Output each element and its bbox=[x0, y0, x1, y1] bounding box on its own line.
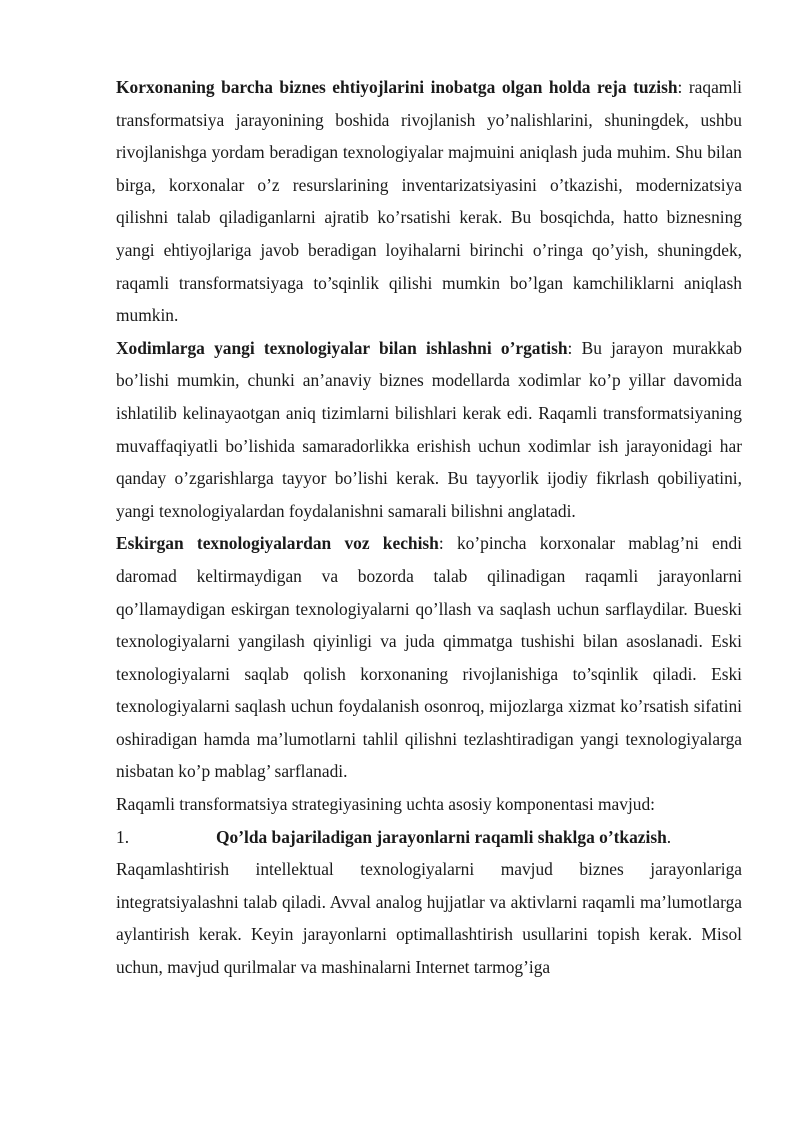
paragraph-heading: Korxonaning barcha biznes ehtiyojlarini inobatga olgan holda reja tuzish bbox=[116, 77, 678, 97]
item-heading-end: . bbox=[666, 826, 672, 847]
intro-line: Raqamli transformatsiya strategiyasining uchta asosiy komponentasi mavjud: bbox=[116, 794, 655, 815]
paragraph-body: Bu jarayon murakkab bo’lishi mumkin, chunki an’anaviy biznes modellarda xodimlar ko’p yillar davomida ishlatilib kelinayaotgan aniq tizimlarni bilishlari kerak edi. Raqamli transformatsiyaning muvaffaqiyatli bo’lishida samaradorlikka erishish uchun xodimlar ish jarayonidagi har qanday o’zgarishlarga tayyor bo’lishi kerak. Bu tayyorlik ijodiy fikrlash qobiliyatini, yangi texnologiyalardan foydalanishni samarali bilishni anglatadi. bbox=[116, 337, 742, 521]
paragraph-body: ko’pincha korxonalar mablag’ni endi daromad keltirmaydigan va bozorda talab qilinadigan raqamli jarayonlarni qo’llamaydigan eskirgan texnologiyalarni qo’llash va saqlash uchun sarflaydilar. Bueski texnologiyalarni yangilash qiyinligi va juda qimmatga tushishi bilan asoslanadi. Eski texnologiyalarni saqlab qolish korxonaning rivojlanishiga to’sqinlik qiladi. Eski texnologiyalarni saqlash uchun foydalanish osonroq, mijozlarga xizmat ko’rsatish sifatini oshiradigan hamda ma’lumotlarni tahlil qilishni tezlashtiradigan yangi texnologiyalarga nisbatan ko’p mablag’ sarflanadi. bbox=[116, 533, 742, 782]
item-heading: Qo’lda bajariladigan jarayonlarni raqamli shaklga o’tkazish bbox=[216, 826, 667, 847]
paragraph-heading: Xodimlarga yangi texnologiyalar bilan ishlashni o’rgatish bbox=[116, 337, 568, 358]
paragraph-training bbox=[116, 332, 742, 528]
numbered-item bbox=[116, 821, 742, 854]
paragraph-heading: Eskirgan texnologiyalardan voz kechish bbox=[116, 533, 439, 554]
item-heading-line bbox=[216, 821, 742, 854]
heading-separator: : bbox=[567, 337, 582, 358]
paragraph-planning bbox=[116, 71, 742, 332]
document-page bbox=[116, 71, 742, 984]
item-number: 1. bbox=[116, 826, 130, 847]
item-body: Raqamlashtirish intellektual texnologiyalarni mavjud biznes jarayonlariga integratsiyalashni talab qiladi. Avval analog hujjatlar va aktivlarni raqamli ma’lumotlarga aylantirish kerak. Keyin jarayonlarni optimallashtirish usullarini topish kerak. Misol uchun, mavjud qurilmalar va mashinalarni Internet tarmog’iga bbox=[116, 859, 742, 978]
heading-separator: : bbox=[677, 77, 689, 97]
heading-separator: : bbox=[438, 533, 457, 554]
paragraph-legacy-tech bbox=[116, 527, 742, 788]
paragraph-body: raqamli transformatsiya jarayonining boshida rivojlanish yo’nalishlarini, shuningdek, ushbu rivojlanishga yordam beradigan texnologiyalar majmuini aniqlash juda muhim. Shu bilan birga, korxonalar o’z resurslarining inventarizatsiyasini o’tkazishi, modernizatsiya qilishni talab qiladiganlarni ajratib ko’rsatishi kerak. Bu bosqichda, hatto biznesning yangi ehtiyojlariga javob beradigan loyihalarni birinchi o’ringa qo’yish, shuningdek, raqamli transformatsiyaga to’sqinlik qilishi mumkin bo’lgan kamchiliklarni aniqlash mumkin. bbox=[116, 77, 742, 326]
